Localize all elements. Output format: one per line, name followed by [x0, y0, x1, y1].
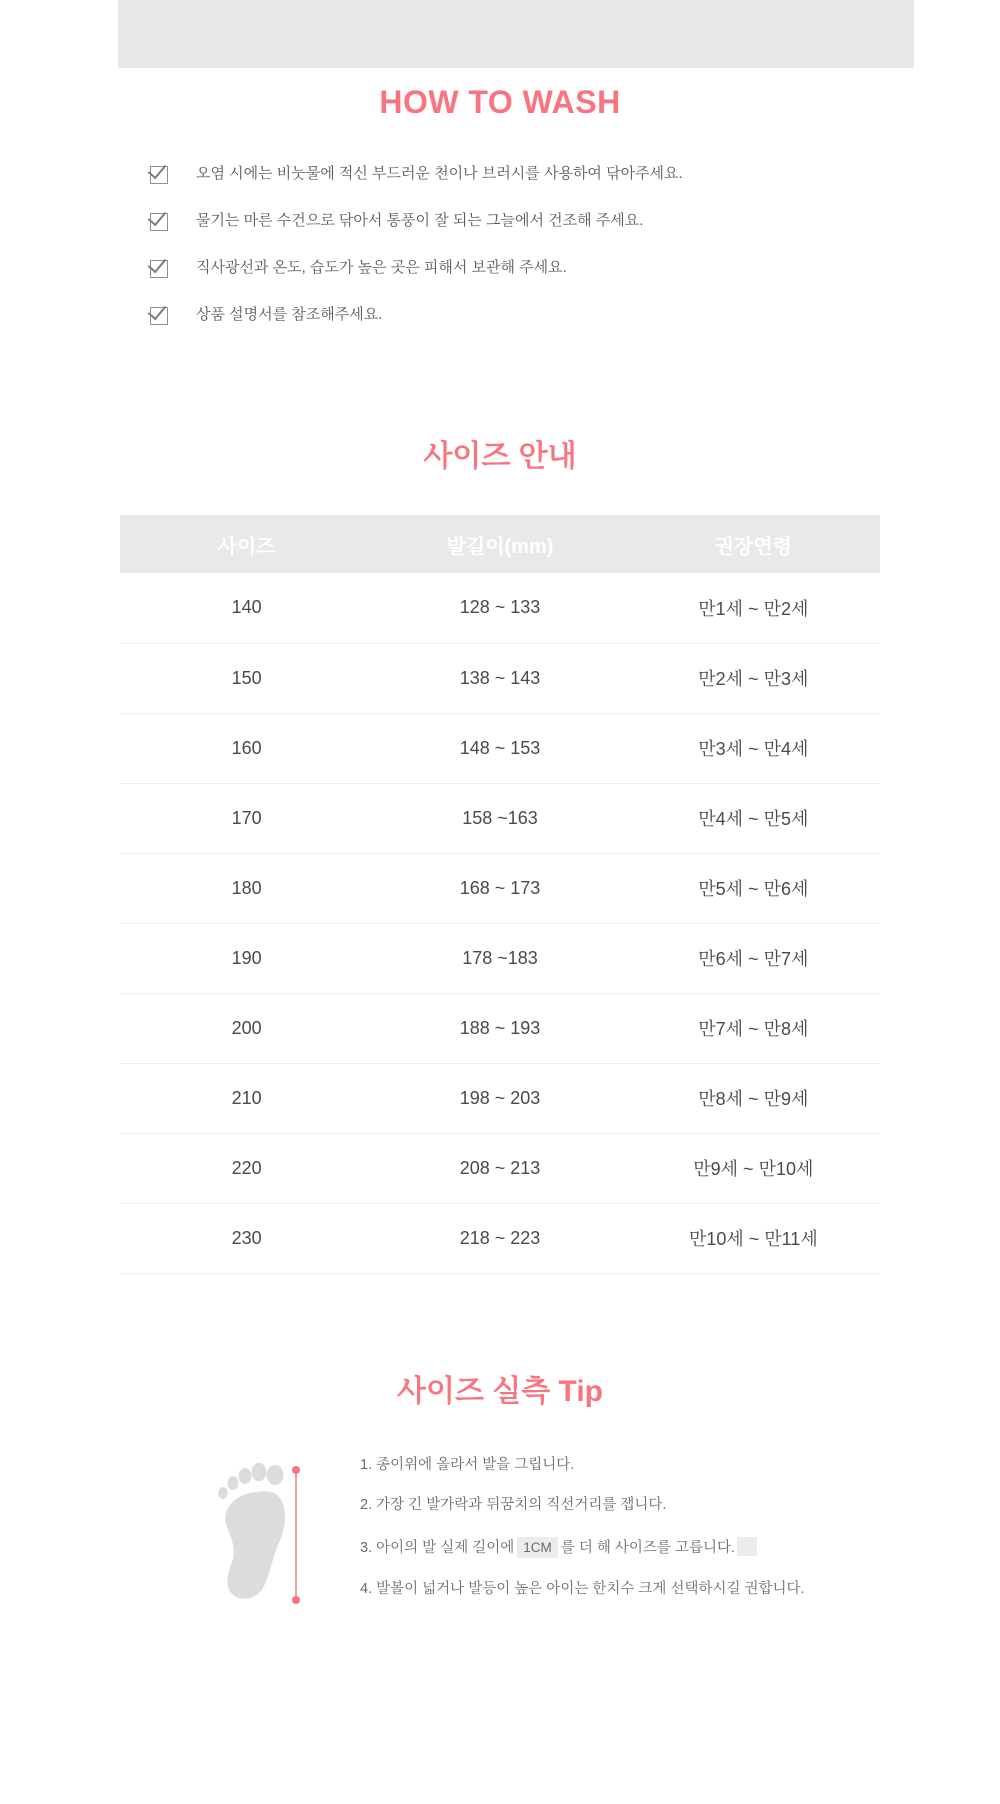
- cell-foot-length: 148 ~ 153: [373, 713, 626, 783]
- table-header: [120, 515, 880, 573]
- cell-age: 만2세 ~ 만3세: [627, 643, 880, 713]
- cell-age: 만10세 ~ 만11세: [627, 1203, 880, 1273]
- cell-age: 만6세 ~ 만7세: [627, 923, 880, 993]
- cell-foot-length: 208 ~ 213: [373, 1133, 626, 1203]
- size-guide-title: 사이즈 안내: [423, 440, 577, 473]
- tip-line: [360, 1456, 880, 1475]
- checkmark-icon: [150, 258, 172, 280]
- how-to-wash-list: [150, 163, 850, 327]
- tip-instruction-list: [360, 1448, 880, 1621]
- cell-foot-length: 188 ~ 193: [373, 993, 626, 1063]
- tip-text: 4. 발볼이 넓거나 발등이 높은 아이는 한치수 크게 선택하시길 권합니다.: [360, 1581, 805, 1598]
- cell-foot-length: 198 ~ 203: [373, 1063, 626, 1133]
- checkmark-icon: [150, 164, 172, 186]
- wash-instruction-text: 직사광선과 온도, 습도가 높은 곳은 피해서 보관해 주세요.: [196, 259, 567, 276]
- cell-age: 만4세 ~ 만5세: [627, 783, 880, 853]
- how-to-wash-title: HOW TO WASH: [379, 84, 621, 120]
- list-item: [150, 257, 850, 280]
- list-item: [150, 304, 850, 327]
- tip-text: 3. 아이의 발 실제 길이에: [360, 1540, 515, 1557]
- tip-line: [360, 1496, 880, 1515]
- cell-age: 만5세 ~ 만6세: [627, 853, 880, 923]
- cell-size: 220: [120, 1133, 373, 1203]
- cell-size: 180: [120, 853, 373, 923]
- cell-foot-length: 138 ~ 143: [373, 643, 626, 713]
- column-header-size: 사이즈: [120, 515, 373, 573]
- cell-foot-length: 158 ~163: [373, 783, 626, 853]
- tip-line: [360, 1537, 880, 1558]
- cell-size: 210: [120, 1063, 373, 1133]
- cell-foot-length: 168 ~ 173: [373, 853, 626, 923]
- list-item: [150, 210, 850, 233]
- table-body: [120, 573, 880, 1273]
- wash-instruction-text: 오염 시에는 비눗물에 적신 부드러운 천이나 브러시를 사용하여 닦아주세요.: [196, 165, 683, 182]
- table-row: [120, 1203, 880, 1273]
- table-row: [120, 1133, 880, 1203]
- cell-age: 만9세 ~ 만10세: [627, 1133, 880, 1203]
- cell-size: 200: [120, 993, 373, 1063]
- table-row: [120, 713, 880, 783]
- wash-instruction-text: 물기는 마른 수건으로 닦아서 통풍이 잘 되는 그늘에서 건조해 주세요.: [196, 212, 644, 229]
- checkmark-icon: [150, 305, 172, 327]
- cell-age: 만1세 ~ 만2세: [627, 573, 880, 643]
- size-guide-table: [120, 515, 880, 1274]
- table-row: [120, 783, 880, 853]
- tip-line: [360, 1580, 880, 1599]
- footprint-icon: [210, 1448, 360, 1608]
- table-row: [120, 643, 880, 713]
- cell-size: 170: [120, 783, 373, 853]
- checkmark-icon: [150, 211, 172, 233]
- cell-size: 140: [120, 573, 373, 643]
- cell-size: 230: [120, 1203, 373, 1273]
- cell-age: 만8세 ~ 만9세: [627, 1063, 880, 1133]
- table-row: [120, 993, 880, 1063]
- cell-foot-length: 218 ~ 223: [373, 1203, 626, 1273]
- cell-size: 190: [120, 923, 373, 993]
- column-header-foot-length: 발길이(mm): [373, 515, 626, 573]
- table-row: [120, 923, 880, 993]
- tip-text-after: 를 더 해 사이즈를 고릅니다.: [560, 1540, 736, 1557]
- cell-size: 160: [120, 713, 373, 783]
- column-header-recommended-age: 권장연령: [627, 515, 880, 573]
- tip-highlight-value: 1CM: [517, 1537, 558, 1558]
- cell-age: 만7세 ~ 만8세: [627, 993, 880, 1063]
- table-row: [120, 573, 880, 643]
- size-tip-section: [120, 1448, 880, 1621]
- cell-size: 150: [120, 643, 373, 713]
- table-row: [120, 853, 880, 923]
- tip-text: 1. 종이위에 올라서 발을 그립니다.: [360, 1456, 575, 1473]
- tip-highlight-blank: [737, 1537, 757, 1556]
- size-tip-title: 사이즈 실측 Tip: [396, 1374, 603, 1408]
- cell-foot-length: 178 ~183: [373, 923, 626, 993]
- wash-instruction-text: 상품 설명서를 참조해주세요.: [196, 306, 383, 323]
- cell-age: 만3세 ~ 만4세: [627, 713, 880, 783]
- tip-text: 2. 가장 긴 발가락과 뒤꿈치의 직선거리를 잽니다.: [360, 1497, 667, 1514]
- table-row: [120, 1063, 880, 1133]
- list-item: [150, 163, 850, 186]
- cell-foot-length: 128 ~ 133: [373, 573, 626, 643]
- table-header-row: [120, 515, 880, 573]
